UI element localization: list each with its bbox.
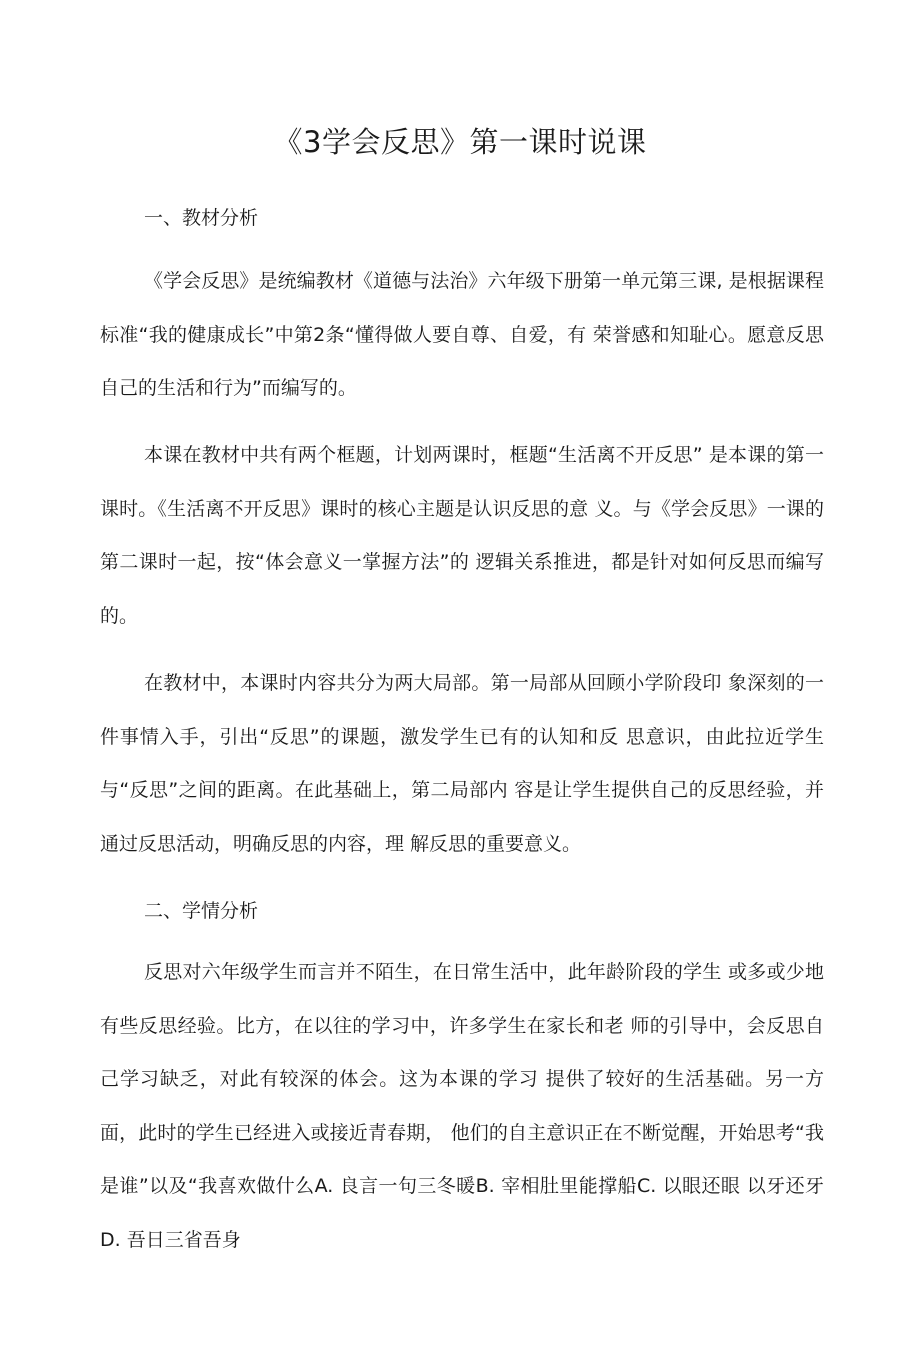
section-heading-student-analysis: 二、学情分析	[144, 900, 259, 922]
document-title: 《3学会反思》第一课时说课	[273, 125, 647, 159]
paragraph-lesson-content: 在教材中，本课时内容共分为两大局部。第一局部从回顾小学阶段印 象深刻的一件事情入手，引出“反思”的课题，激发学生已有的认知和反 思意识，由此拉近学生与“反思”之间的距离。在此基础上，第二局部内 容是让学生提供自己的反思经验，并通过反思活动，明确反思的内容，理 解反思的重要意义。	[100, 672, 824, 855]
paragraph-textbook-source: 《学会反思》是统编教材《道德与法治》六年级下册第一单元第三课, 是根据课程标准“我的健康成长”中第2条“懂得做人要自尊、自爱，有 荣誉感和知耻心。愿意反思自己的生活和行为”而编写的。	[100, 270, 824, 399]
paragraph-student-analysis: 反思对六年级学生而言并不陌生，在日常生活中，此年龄阶段的学生 或多或少地有些反思经验。比方，在以往的学习中，许多学生在家长和老 师的引导中，会反思自己学习缺乏，对此有较深的体会。这为本课的学习 提供了较好的生活基础。另一方面，此时的学生已经进入或接近青春期， 他们的自主意识正在不断觉醒，开始思考“我是谁”以及“我喜欢做什么A. 良言一句三冬暖B. 宰相肚里能撑船C. 以眼还眼 以牙还牙 D. 吾日三省吾身	[100, 961, 824, 1251]
section-heading-textbook-analysis: 一、教材分析	[144, 207, 259, 229]
paragraph-lesson-structure: 本课在教材中共有两个框题，计划两课时，框题“生活离不开反思” 是本课的第一课时。《生活离不开反思》课时的核心主题是认识反思的意 义。与《学会反思》一课的第二课时一起，按“体会意义一掌握方法”的 逻辑关系推进，都是针对如何反思而编写的。	[100, 444, 824, 627]
